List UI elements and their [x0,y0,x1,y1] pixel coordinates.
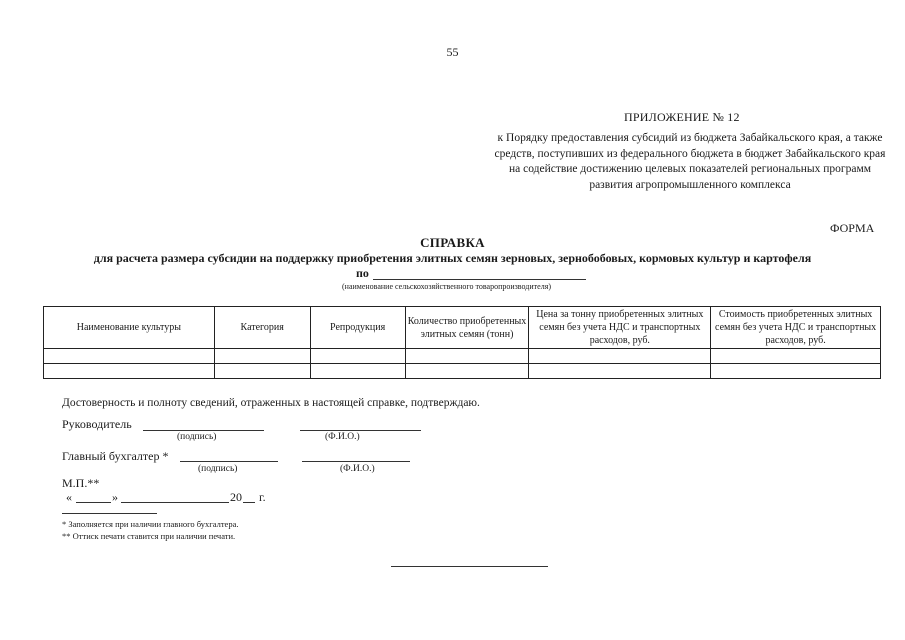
accountant-name-caption: (Ф.И.О.) [340,464,375,474]
date-year-prefix: 20 [230,490,242,504]
confirmation-statement: Достоверность и полноту сведений, отраженных в настоящей справке, подтверждаю. [62,397,480,409]
table-cell[interactable] [310,349,405,364]
column-header-price: Цена за тонну приобретенных элитных семян без учета НДС и транспортных расходов, руб. [529,307,711,349]
column-header-quantity: Количество приобретенных элитных семян (тонн) [405,307,529,349]
document-title: СПРАВКА [420,235,485,250]
table-cell[interactable] [310,364,405,379]
column-header-category: Категория [214,307,310,349]
table-row [44,349,881,364]
director-label: Руководитель [62,417,132,431]
director-signature-field[interactable] [143,430,264,431]
table-cell[interactable] [44,364,215,379]
table-header-row [44,307,881,349]
producer-prefix: по [356,266,369,280]
table-cell[interactable] [529,349,711,364]
footnote-accountant: * Заполняется при наличии главного бухгалтера. [62,519,239,529]
director-name-field[interactable] [300,430,421,431]
table-cell[interactable] [44,349,215,364]
date-close-quote: » [112,490,118,504]
table-cell[interactable] [711,364,881,379]
accountant-label: Главный бухгалтер * [62,449,169,463]
appendix-title: ПРИЛОЖЕНИЕ № 12 [624,110,740,124]
accountant-signature-caption: (подпись) [198,464,238,474]
date-open-quote: « [66,490,72,504]
table-cell[interactable] [405,364,529,379]
bottom-divider [391,566,548,567]
appendix-order-text: к Порядку предоставления субсидий из бюджета Забайкальского края, а также средств, поступивших из федерального бюджета в бюджет Забайкальского края на содействие достижению целевых показателей региональных программ развития агропромышленного комплекса [494,132,886,191]
date-month-field[interactable] [121,502,229,503]
column-header-crop: Наименование культуры [44,307,215,349]
producer-name-field[interactable] [373,279,586,280]
page-number: 55 [446,45,459,59]
table-cell[interactable] [214,349,310,364]
accountant-name-field[interactable] [302,461,410,462]
director-name-caption: (Ф.И.О.) [325,432,360,442]
table-cell[interactable] [529,364,711,379]
column-header-reproduction: Репродукция [310,307,405,349]
document-subtitle: для расчета размера субсидии на поддержку приобретения элитных семян зерновых, зернобобовых, кормовых культур и картофеля [93,251,812,265]
producer-caption: (наименование сельскохозяйственного товаропроизводителя) [342,282,552,291]
accountant-signature-field[interactable] [180,461,278,462]
table-row [44,364,881,379]
footnote-stamp: ** Оттиск печати ставится при наличии печати. [62,531,236,541]
subsidy-table [43,306,881,379]
table-cell[interactable] [711,349,881,364]
form-label: ФОРМА [830,221,875,235]
stamp-label: М.П.** [62,476,100,490]
column-header-cost: Стоимость приобретенных элитных семян без учета НДС и транспортных расходов, руб. [711,307,881,349]
director-signature-caption: (подпись) [177,432,217,442]
date-year-suffix: г. [259,490,266,504]
table-cell[interactable] [214,364,310,379]
footnote-separator [62,513,157,514]
date-day-field[interactable] [76,502,111,503]
date-year-field[interactable] [243,502,255,503]
table-cell[interactable] [405,349,529,364]
